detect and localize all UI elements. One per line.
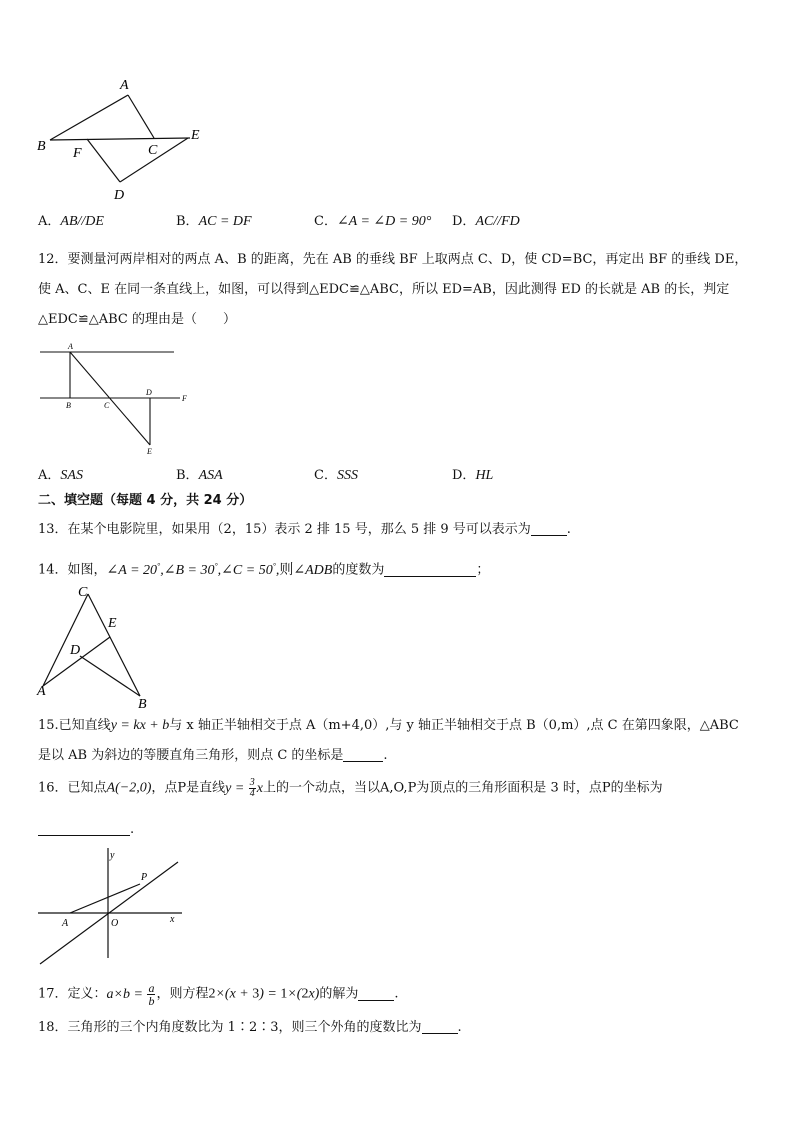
q14-label-e: E bbox=[108, 616, 117, 631]
q14-label-d: D bbox=[70, 643, 81, 658]
q12-label-d: D bbox=[146, 388, 152, 397]
q17-answer-blank[interactable] bbox=[358, 986, 394, 1001]
q12-text-line2: 使 A、C、E 在同一条直线上，如图，可以得到△EDC≌△ABC，所以 ED=AB，因此测得 ED 的长就是 AB 的长，判定 bbox=[38, 282, 730, 297]
q15-text-line1: 15.已知直线y = kx + b与 x 轴正半轴相交于点 A（m+4,0）,与 y 轴正半轴相交于点 B（0,m）,点 C 在第四象限，△ABC bbox=[38, 718, 739, 733]
q12-label-b: B bbox=[66, 401, 71, 410]
q11-label-d: D bbox=[114, 188, 125, 203]
q11-option-b[interactable]: B．AC = DF bbox=[176, 214, 252, 229]
q16-label-p: P bbox=[141, 872, 148, 883]
q12-label-a: A bbox=[68, 342, 73, 351]
q11-option-c[interactable]: C．∠A = ∠D = 90° bbox=[314, 214, 432, 229]
q13-text: 13．在某个电影院里，如果用（2，15）表示 2 排 15 号，那么 5 排 9 号可以表示为 . bbox=[38, 522, 571, 537]
q11-label-b: B bbox=[37, 139, 46, 154]
q16-label-y: y bbox=[110, 850, 115, 861]
q18-text: 18．三角形的三个内角度数比为 1∶2∶3，则三个外角的度数比为 . bbox=[38, 1020, 462, 1035]
q12-option-b[interactable]: B．ASA bbox=[176, 468, 223, 483]
q12-text-line3: △EDC≌△ABC 的理由是（ ） bbox=[38, 312, 237, 327]
q15-line-equation: y = kx + b bbox=[110, 718, 170, 733]
q14-figure bbox=[30, 582, 160, 712]
q17-definition: a×b = $\frac{a}{b}$ bbox=[106, 981, 155, 1008]
q11-option-d[interactable]: D．AC//FD bbox=[452, 214, 520, 229]
q11-label-c: C bbox=[148, 143, 158, 158]
q16-figure bbox=[30, 840, 190, 970]
q16-point-a: A(−2,0) bbox=[106, 780, 152, 796]
q15-text-line2: 是以 AB 为斜边的等腰直角三角形，则点 C 的坐标是 . bbox=[38, 748, 388, 763]
q12-option-d[interactable]: D．HL bbox=[452, 468, 494, 483]
q11-option-a[interactable]: A．AB//DE bbox=[38, 214, 104, 229]
q14-angle-conditions: ∠A = 20°,∠B = 30°,∠C = 50°,则∠ADB bbox=[106, 561, 333, 578]
q16-line-equation: y = $\frac{3}{4}$ x bbox=[225, 777, 264, 799]
q14-label-a: A bbox=[37, 684, 46, 699]
q17-text: 17．定义：a×b = $\frac{a}{b}$ ，则方程2×(x + 3) = 1×(2x)的解为 . bbox=[38, 981, 399, 1008]
q12-option-a[interactable]: A．SAS bbox=[38, 468, 83, 483]
q16-label-o: O bbox=[111, 918, 119, 929]
q16-label-x: x bbox=[170, 914, 175, 925]
q14-answer-blank[interactable] bbox=[384, 562, 476, 577]
q11-label-e: E bbox=[191, 128, 200, 143]
q16-text: 16．已知点A(−2,0)，点P是直线y = $\frac{3}{4}$ x上的一个动点，当以A,O,P为顶点的三角形面积是 3 时，点P的坐标为 bbox=[38, 777, 663, 799]
q11-figure bbox=[30, 70, 220, 205]
q12-option-c[interactable]: C．SSS bbox=[314, 468, 358, 483]
q16-label-a: A bbox=[62, 918, 69, 929]
q12-figure bbox=[30, 340, 200, 460]
q14-label-c: C bbox=[78, 585, 88, 600]
section-heading: 二、填空题（每题 4 分，共 24 分） bbox=[38, 493, 253, 508]
q11-label-a: A bbox=[120, 78, 129, 93]
q15-answer-blank[interactable] bbox=[343, 747, 383, 762]
q12-label-f: F bbox=[182, 394, 187, 403]
q16-answer-line: . bbox=[38, 820, 134, 840]
q17-equation: 2×(x + 3) = 1×(2x) bbox=[208, 986, 320, 1002]
q12-text-line1: 12．要测量河两岸相对的两点 A、B 的距离，先在 AB 的垂线 BF 上取两点 C、D，使 CD=BC，再定出 BF 的垂线 DE， bbox=[38, 252, 748, 267]
q11-label-f: F bbox=[73, 146, 82, 161]
q13-answer-blank[interactable] bbox=[531, 521, 567, 536]
q14-label-b: B bbox=[138, 697, 147, 712]
q12-label-c: C bbox=[104, 401, 110, 410]
q14-text: 14．如图，∠A = 20°,∠B = 30°,∠C = 50°,则∠ADB的度数为 ； bbox=[38, 561, 490, 578]
q16-answer-blank[interactable] bbox=[38, 821, 130, 836]
q18-answer-blank[interactable] bbox=[422, 1019, 458, 1034]
q12-label-e: E bbox=[147, 447, 152, 456]
